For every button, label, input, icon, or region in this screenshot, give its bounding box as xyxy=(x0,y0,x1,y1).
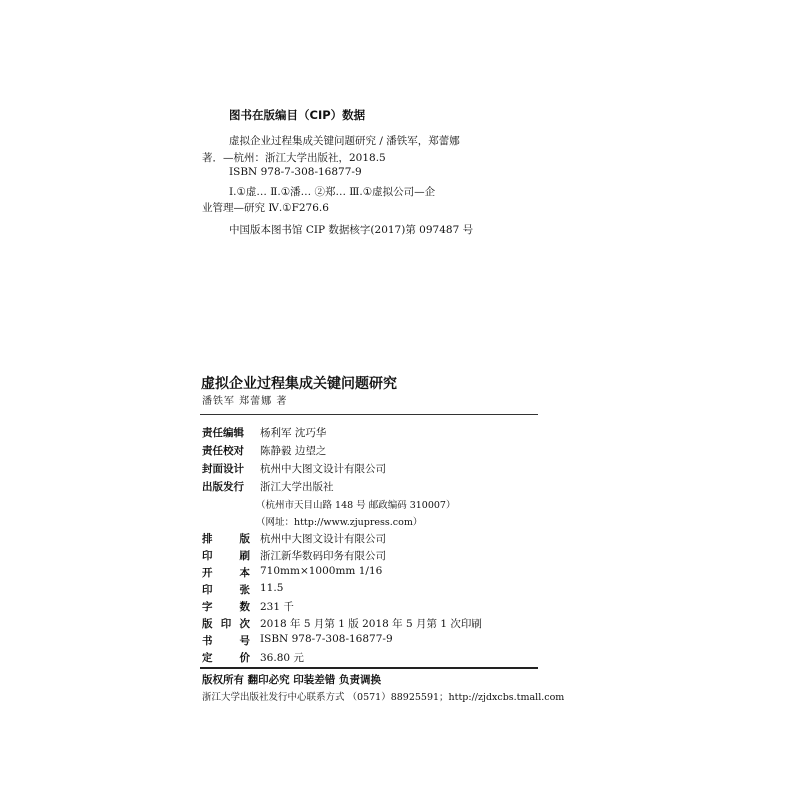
cip-line-4: Ⅰ.①虚… Ⅱ.①潘… ②郑… Ⅲ.①虚拟公司—企 xyxy=(229,186,436,198)
credit-value-editor: 杨利军 沈巧华 xyxy=(260,427,327,439)
label-char: 书 xyxy=(202,635,213,647)
credit-value-isbn: ISBN 978-7-308-16877-9 xyxy=(260,633,393,645)
credit-label-publisher: 出版发行 xyxy=(202,481,244,493)
credit-label-proofreader: 责任校对 xyxy=(202,445,244,457)
credit-value-proofreader: 陈静毅 边望之 xyxy=(260,445,327,457)
credit-value-cover: 杭州中大图文设计有限公司 xyxy=(260,463,386,475)
label-char: 版 xyxy=(239,533,250,545)
credit-label-edition xyxy=(202,616,250,631)
cip-line-2: 著．—杭州：浙江大学出版社，2018.5 xyxy=(202,152,386,164)
cip-line-3: ISBN 978-7-308-16877-9 xyxy=(229,166,362,178)
cip-line-1: 虚拟企业过程集成关键问题研究 / 潘铁军，郑蕾娜 xyxy=(229,135,460,147)
cip-line-5: 业管理—研究 Ⅳ.①F276.6 xyxy=(202,202,329,214)
credit-label-price xyxy=(202,650,250,665)
label-char: 版 xyxy=(202,618,213,630)
credit-value-printing: 浙江新华数码印务有限公司 xyxy=(260,550,386,562)
book-title: 虚拟企业过程集成关键问题研究 xyxy=(201,376,397,392)
credit-value-publisher: 浙江大学出版社 xyxy=(260,481,334,493)
distribution-contact: 浙江大学出版社发行中心联系方式 （0571）88925591；http://zjdxcbs.tmall.com xyxy=(202,692,565,703)
label-char: 定 xyxy=(202,652,213,664)
label-char: 张 xyxy=(239,584,250,596)
label-char: 字 xyxy=(202,601,213,613)
credit-value-typesetting: 杭州中大图文设计有限公司 xyxy=(260,533,386,545)
cip-line-6: 中国版本图书馆 CIP 数据核字(2017)第 097487 号 xyxy=(229,224,474,236)
publisher-website: （网址：http://www.zjupress.com） xyxy=(256,517,423,528)
credit-value-format: 710mm×1000mm 1/16 xyxy=(260,565,383,577)
credit-value-price: 36.80 元 xyxy=(260,652,304,664)
label-char: 号 xyxy=(239,635,250,647)
credit-value-wordcount: 231 千 xyxy=(260,601,294,613)
label-char: 开 xyxy=(202,567,213,579)
credit-label-cover: 封面设计 xyxy=(202,463,244,475)
divider-bottom xyxy=(200,667,538,669)
label-char: 刷 xyxy=(239,550,250,562)
cip-heading: 图书在版编目（CIP）数据 xyxy=(229,108,366,122)
credit-label-isbn xyxy=(202,633,250,648)
credit-value-sheets: 11.5 xyxy=(260,582,284,594)
label-char: 印 xyxy=(202,550,213,562)
label-char: 本 xyxy=(239,567,250,579)
credit-label-editor: 责任编辑 xyxy=(202,427,244,439)
credit-value-edition: 2018 年 5 月第 1 版 2018 年 5 月第 1 次印刷 xyxy=(260,618,482,630)
label-char: 印 xyxy=(220,618,232,630)
credit-label-sheets xyxy=(202,582,250,597)
rights-notice: 版权所有 翻印必究 印装差错 负责调换 xyxy=(202,674,381,686)
credit-label-printing xyxy=(202,548,250,563)
label-char: 数 xyxy=(239,601,250,613)
label-char: 排 xyxy=(202,533,213,545)
credit-label-typesetting xyxy=(202,531,250,546)
label-char: 印 xyxy=(202,584,213,596)
label-char: 价 xyxy=(239,652,250,664)
publisher-address: （杭州市天目山路 148 号 邮政编码 310007） xyxy=(256,500,456,511)
credit-label-format xyxy=(202,565,250,580)
label-char: 次 xyxy=(239,618,250,630)
divider-top xyxy=(200,414,538,415)
book-authors: 潘铁军 郑蕾娜 著 xyxy=(202,396,288,407)
credit-label-wordcount xyxy=(202,599,250,614)
